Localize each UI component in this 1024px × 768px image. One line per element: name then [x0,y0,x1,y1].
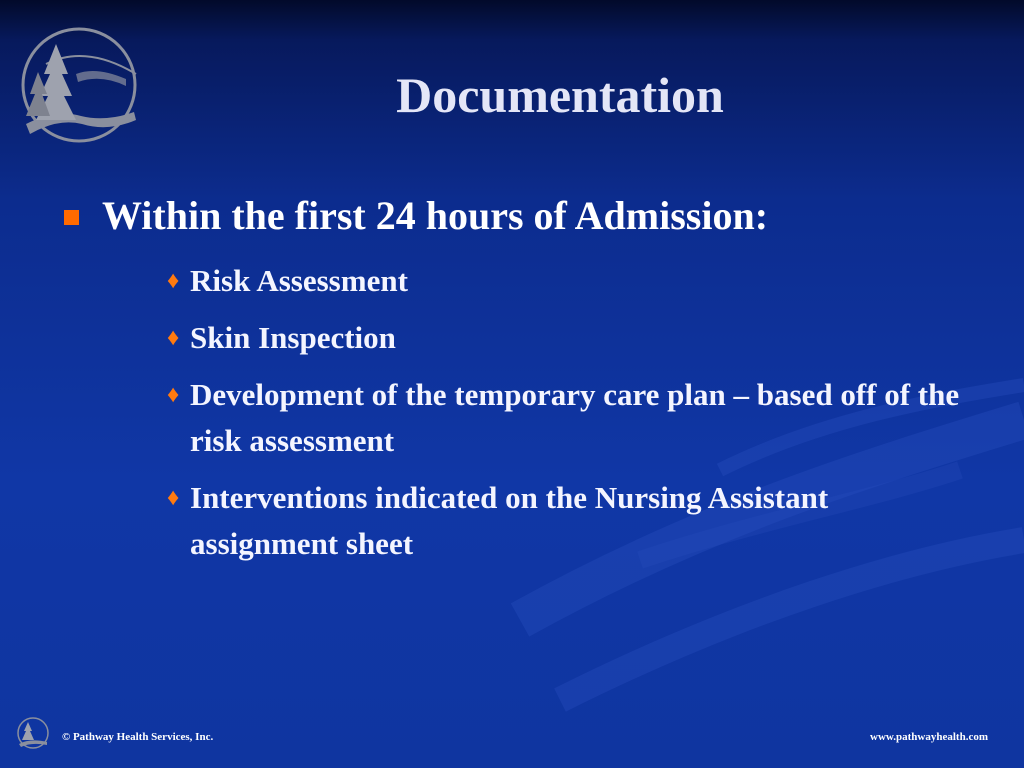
diamond-bullet-icon: ♦ [167,268,180,294]
list-item-text: Interventions indicated on the Nursing Assistant assignment sheet [190,480,829,561]
diamond-bullet-icon: ♦ [167,485,180,511]
sub-bullet-list [165,258,965,578]
pathway-logo [16,24,142,146]
square-bullet-icon [64,210,79,225]
list-item-text: Risk Assessment [190,263,408,298]
list-item-text: Development of the temporary care plan – based off of the risk assessment [190,377,960,458]
diamond-bullet-icon: ♦ [167,382,180,408]
list-item [165,372,965,464]
footer-copyright: © Pathway Health Services, Inc. [62,731,214,743]
main-bullet-text: Within the first 24 hours of Admission: [102,193,769,238]
slide-title: Documentation [396,67,724,123]
list-item [165,475,965,567]
footer-website: www.pathwayhealth.com [870,731,988,743]
list-item [165,315,965,361]
list-item-text: Skin Inspection [190,320,396,355]
diamond-bullet-icon: ♦ [167,325,180,351]
list-item [165,258,965,304]
footer-logo-icon [16,716,50,750]
